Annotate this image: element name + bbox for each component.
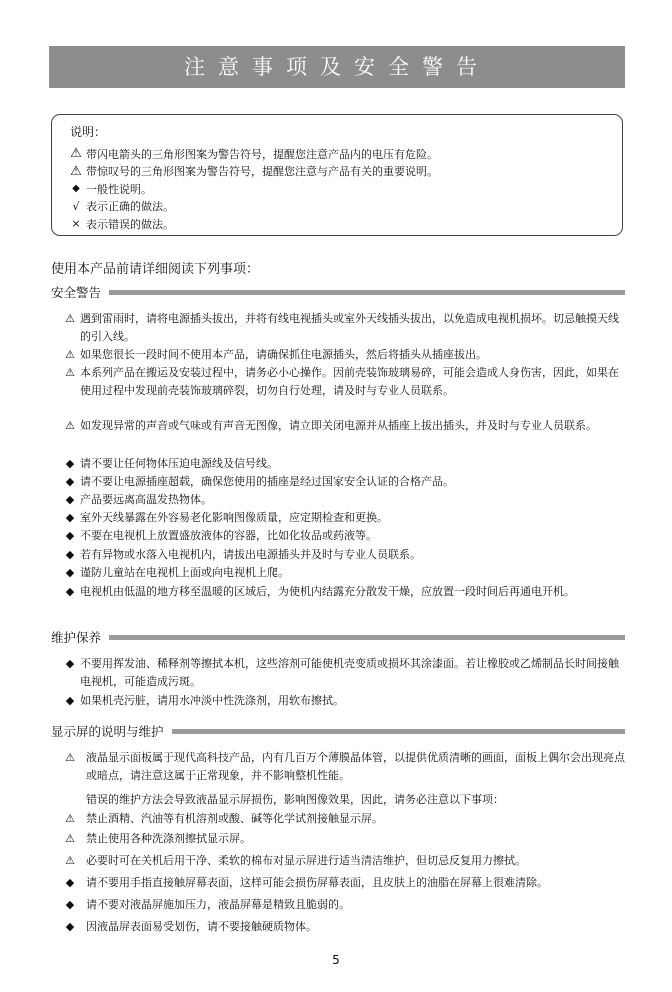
- warning-triangle-icon: ⚠: [70, 163, 82, 179]
- diamond-bullet-icon: ◆: [65, 475, 75, 488]
- warning-triangle-icon: ⚠: [65, 832, 75, 845]
- safety-item: ⚠ 如果您很长一段时间不使用本产品，请确保抓住电源插头，然后将插头从插座拔出。: [60, 346, 625, 364]
- title-banner: 注意事项及安全警告: [49, 46, 625, 88]
- diamond-bullet-icon: ◆: [65, 694, 75, 707]
- section-header-display: 显示屏的说明与维护: [51, 722, 625, 740]
- display-item: ◆ 因液晶屏表面易受划伤，请不要接触硬质物体。: [60, 918, 625, 936]
- warning-triangle-icon: ⚠: [65, 312, 75, 325]
- section-header-maintenance: 维护保养: [51, 628, 625, 646]
- display-item: ⚠ 禁止酒精、汽油等有机溶剂或酸、碱等化学试剂接触显示屏。: [60, 810, 625, 828]
- safety-item: ◆ 若有异物或水落入电视机内，请拔出电源插头并及时与专业人员联系。: [60, 546, 625, 564]
- diamond-bullet-icon: ◆: [65, 457, 75, 470]
- section-rule: [109, 290, 625, 295]
- safety-item: ◆ 不要在电视机上放置盛放液体的容器，比如化妆品或药液等。: [60, 527, 625, 545]
- legend-box: [51, 114, 623, 236]
- diamond-bullet-icon: ◆: [65, 876, 75, 889]
- maintenance-item: ◆ 不要用挥发油、稀释剂等擦拭本机，这些溶剂可能使机壳变质或损坏其涂漆面。若让橡胶或乙烯制品长时间接触电视机，可能造成污斑。: [60, 655, 625, 690]
- legend-item: ⚠ 带闪电箭头的三角形图案为警告符号，提醒您注意产品内的电压有危险。: [66, 145, 622, 163]
- diamond-bullet-icon: ◆: [65, 511, 75, 524]
- safety-item: ◆ 电视机由低温的地方移至温暖的区域后，为使机内结露充分散发干燥，应放置一段时间后再通电开机。: [60, 583, 625, 601]
- section-header-safety: 安全警告: [51, 283, 625, 301]
- display-item: ◆ 请不要用手指直接触屏幕表面，这样可能会损伤屏幕表面，且皮肤上的油脂在屏幕上很难清除。: [60, 874, 625, 892]
- warning-triangle-icon: ⚠: [65, 366, 75, 379]
- display-item: ⚠ 液晶显示面板属于现代高科技产品，内有几百万个薄膜晶体管，以提供优质清晰的画面，面板上偶尔会出现亮点或暗点，请注意这属于正常现象，并不影响整机性能。: [60, 749, 625, 784]
- page-number: 5: [332, 953, 340, 967]
- diamond-bullet-icon: ◆: [65, 898, 75, 911]
- display-item: ⚠ 必要时可在关机后用干净、柔软的棉布对显示屏进行适当清洁维护，但切忌反复用力擦拭。: [60, 852, 625, 870]
- check-icon: √: [72, 199, 80, 213]
- safety-item: ◆ 产品要远离高温发热物体。: [60, 491, 625, 509]
- legend-item: √ 表示正确的做法。: [66, 198, 622, 216]
- diamond-bullet-icon: ◆: [65, 920, 75, 933]
- maintenance-item: ◆ 如果机壳污脏，请用水冲淡中性洗涤剂，用软布擦拭。: [60, 692, 625, 710]
- display-note: 错误的维护方法会导致液晶显示屏损伤，影响图像效果，因此，请务必注意以下事项：: [86, 793, 504, 806]
- diamond-bullet-icon: ◆: [65, 529, 75, 542]
- cross-icon: ×: [71, 217, 81, 231]
- diamond-bullet-icon: ◆: [65, 585, 75, 598]
- diamond-bullet-icon: ◆: [72, 183, 80, 195]
- diamond-bullet-icon: ◆: [65, 548, 75, 561]
- diamond-bullet-icon: ◆: [65, 657, 75, 670]
- safety-item: ⚠ 遇到雷雨时，请将电源插头拔出，并将有线电视插头或室外天线插头拔出，以免造成电视机损坏。切忌触摸天线的引入线。: [60, 310, 625, 345]
- display-item: ⚠ 禁止使用各种洗涤剂擦拭显示屏。: [60, 830, 625, 848]
- legend-heading: 说明：: [70, 125, 107, 139]
- warning-triangle-icon: ⚠: [70, 146, 82, 161]
- display-item: ◆ 请不要对液晶屏施加压力，液晶屏幕是精致且脆弱的。: [60, 896, 625, 914]
- diamond-bullet-icon: ◆: [65, 493, 75, 506]
- safety-item: ⚠ 如发现异常的声音或气味或有声音无图像，请立即关闭电源并从插座上拔出插头，并及时与专业人员联系。: [60, 417, 625, 435]
- section-rule: [172, 729, 625, 734]
- warning-triangle-icon: ⚠: [65, 751, 75, 764]
- safety-item: ◆ 室外天线暴露在外容易老化影响图像质量，应定期检查和更换。: [60, 509, 625, 527]
- section-rule: [109, 635, 625, 640]
- legend-item: ⚠ 带惊叹号的三角形图案为警告符号，提醒您注意与产品有关的重要说明。: [66, 163, 622, 181]
- warning-triangle-icon: ⚠: [65, 419, 75, 432]
- diamond-bullet-icon: ◆: [65, 566, 75, 579]
- intro-text: 使用本产品前请详细阅读下列事项：: [51, 262, 260, 277]
- warning-triangle-icon: ⚠: [65, 812, 75, 825]
- legend-item: × 表示错误的做法。: [66, 215, 622, 233]
- safety-item: ◆ 请不要让任何物体压迫电源线及信号线。: [60, 455, 625, 473]
- legend-item: ◆ 一般性说明。: [66, 180, 622, 198]
- warning-triangle-icon: ⚠: [65, 348, 75, 361]
- safety-item: ◆ 谨防儿童站在电视机上面或向电视机上爬。: [60, 564, 625, 582]
- safety-item: ◆ 请不要让电源插座超载，确保您使用的插座是经过国家安全认证的合格产品。: [60, 473, 625, 491]
- safety-item: ⚠ 本系列产品在搬运及安装过程中，请务必小心操作。因前壳装饰玻璃易碎，可能会造成人身伤害，因此，如果在使用过程中发现前壳装饰玻璃碎裂，切勿自行处理，请及时与专业人员联系。: [60, 364, 625, 399]
- warning-triangle-icon: ⚠: [65, 854, 75, 867]
